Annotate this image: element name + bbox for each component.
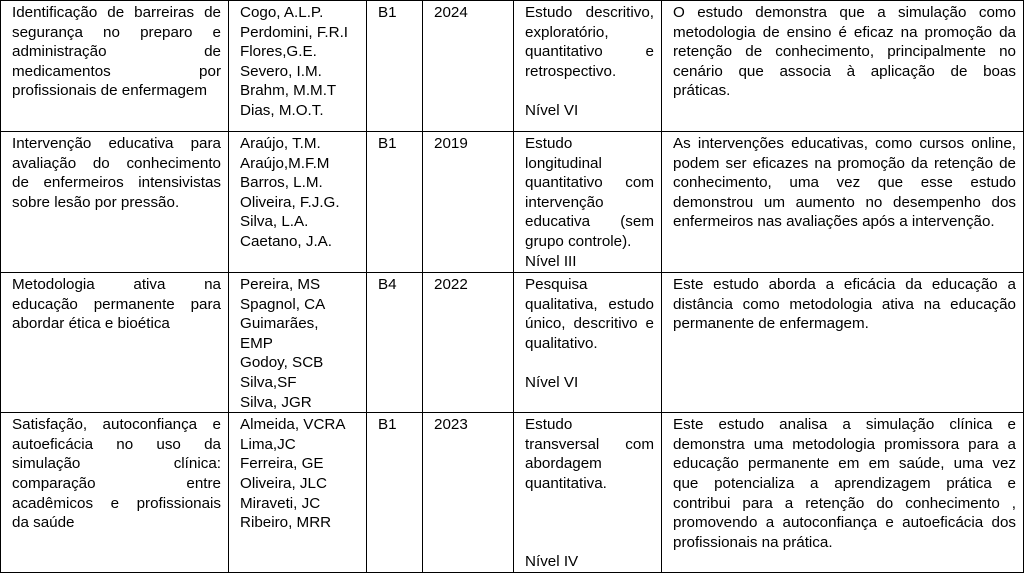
table-row — [1, 1, 1024, 132]
year-cell-text: 2022 — [434, 276, 468, 293]
authors-cell-line: Dias, M.O.T. — [240, 101, 324, 119]
qualis-cell-text: B4 — [378, 276, 397, 293]
authors-cell — [229, 132, 367, 273]
study-title-cell-line: acadêmicos e profissionais — [12, 494, 221, 512]
study-title-cell-line: Identificação de barreiras de — [12, 4, 221, 21]
year-cell — [423, 1, 514, 132]
method-cell-line: exploratório, — [525, 23, 609, 41]
authors-cell-line: Almeida, VCRA — [240, 416, 346, 434]
study-title-cell-line: da saúde — [12, 514, 75, 532]
method-cell-line: único, descritivo e — [525, 315, 654, 333]
spacer — [525, 353, 654, 373]
method-cell-line: quantitativo com — [525, 174, 654, 192]
spacer — [525, 81, 654, 101]
method-cell — [514, 132, 662, 273]
conclusion-cell-line: enfermeiros nas avaliações após a intervenção. — [673, 213, 995, 231]
authors-cell-line: EMP — [240, 334, 273, 352]
method-cell-line: Estudo — [525, 416, 573, 434]
study-title-cell-line: de enfermeiros intensivistas — [12, 174, 221, 192]
study-title-cell-line: profissionais de enfermagem — [12, 82, 208, 100]
study-title-cell-line: segurança no preparo e — [12, 23, 221, 41]
year-cell-text: 2019 — [434, 135, 468, 152]
conclusion-cell-line: que potencializa a aprendizagem prática e — [673, 474, 1016, 492]
method-cell-line: Pesquisa — [525, 276, 588, 293]
authors-cell-line: Araújo, T.M. — [240, 135, 321, 152]
qualis-cell-text: B1 — [378, 135, 397, 152]
study-title-cell — [1, 1, 229, 132]
conclusion-cell-line: educação permanente em em saúde, uma vez — [673, 455, 1016, 473]
evidence-level: Nível VI — [525, 373, 579, 391]
year-cell — [423, 413, 514, 573]
authors-cell-line: Miraveti, JC — [240, 494, 321, 512]
authors-cell-line: Barros, L.M. — [240, 174, 323, 192]
spacer — [525, 513, 654, 533]
conclusion-cell-line: cenário que associa à aplicação de boas — [673, 62, 1016, 80]
method-cell-line: longitudinal — [525, 154, 602, 172]
evidence-level: Nível III — [525, 252, 577, 270]
authors-cell-line: Oliveira, F.J.G. — [240, 193, 340, 211]
qualis-cell — [367, 273, 423, 413]
conclusion-cell-line: contribui para a retenção do conhecimento , — [673, 494, 1016, 512]
qualis-cell-text: B1 — [378, 416, 397, 434]
table-row — [1, 132, 1024, 273]
study-title-cell-line: avaliação do conhecimento — [12, 154, 221, 172]
study-title-cell-line: medicamentos por — [12, 62, 221, 80]
method-cell-line: Estudo descritivo, — [525, 4, 654, 21]
conclusion-cell-line: demonstra uma metodologia promissora para a — [673, 435, 1016, 453]
table-row — [1, 413, 1024, 573]
conclusion-cell-line: conhecimento, uma vez que esse estudo — [673, 174, 1016, 192]
authors-cell — [229, 413, 367, 573]
authors-cell-line: Cogo, A.L.P. — [240, 4, 324, 21]
study-title-cell-line: autoeficácia no uso da — [12, 435, 221, 453]
conclusion-cell — [662, 273, 1024, 413]
study-title-cell-line: simulação clínica: — [12, 455, 221, 473]
authors-cell-line: Godoy, SCB — [240, 354, 324, 372]
authors-cell-line: Ribeiro, MRR — [240, 514, 332, 532]
conclusion-cell-line: As intervenções educativas, como cursos online, — [673, 135, 1016, 152]
qualis-cell — [367, 413, 423, 573]
qualis-cell — [367, 1, 423, 132]
authors-cell-line: Severo, I.M. — [240, 62, 322, 80]
qualis-cell-text: B1 — [378, 4, 397, 21]
authors-cell-line: Spagnol, CA — [240, 295, 326, 313]
spacer — [525, 494, 654, 514]
authors-cell-line: Guimarães, — [240, 315, 319, 333]
table-body — [1, 1, 1024, 573]
study-title-cell-line: sobre lesão por pressão. — [12, 193, 180, 211]
year-cell-text: 2023 — [434, 416, 468, 434]
method-cell-line: quantitativa. — [525, 474, 607, 492]
method-cell-line: retrospectivo. — [525, 62, 617, 80]
study-title-cell-line: Satisfação, autoconfiança e — [12, 416, 221, 434]
conclusion-cell-line: distância como metodologia ativa na educação — [673, 295, 1016, 313]
method-cell — [514, 273, 662, 413]
authors-cell-line: Brahm, M.M.T — [240, 82, 337, 100]
method-cell — [514, 1, 662, 132]
conclusion-cell — [662, 413, 1024, 573]
authors-cell-line: Silva, JGR — [240, 393, 312, 411]
conclusion-cell — [662, 1, 1024, 132]
year-cell — [423, 132, 514, 273]
authors-cell — [229, 273, 367, 413]
method-cell-line: grupo controle). — [525, 232, 632, 250]
conclusion-cell-line: demonstrou um aumento no desempenho dos — [673, 193, 1016, 211]
study-title-cell — [1, 132, 229, 273]
conclusion-cell-line: podem ser eficazes na promoção da retenção de — [673, 154, 1016, 172]
study-title-cell-line: educação permanente para — [12, 295, 221, 313]
conclusion-cell-line: metodologia de ensino é eficaz na promoção da — [673, 23, 1016, 41]
study-title-cell-line: Metodologia ativa na — [12, 276, 221, 293]
method-cell-line: abordagem — [525, 455, 602, 473]
study-title-cell — [1, 413, 229, 573]
method-cell — [514, 413, 662, 573]
method-cell-line: qualitativa, estudo — [525, 295, 654, 313]
method-cell-line: intervenção — [525, 193, 604, 211]
authors-cell-line: Lima,JC — [240, 435, 296, 453]
conclusion-cell-line: retenção de conhecimento, principalmente no — [673, 43, 1016, 61]
authors-cell-line: Caetano, J.A. — [240, 232, 333, 250]
qualis-cell — [367, 132, 423, 273]
method-cell-line: qualitativo. — [525, 334, 598, 352]
study-title-cell-line: comparação entre — [12, 474, 221, 492]
authors-cell-line: Flores,G.E. — [240, 43, 317, 61]
study-title-cell-line: administração de — [12, 43, 221, 61]
conclusion-cell-line: Este estudo aborda a eficácia da educação a — [673, 276, 1016, 293]
year-cell — [423, 273, 514, 413]
conclusion-cell — [662, 132, 1024, 273]
study-title-cell-line: abordar ética e bioética — [12, 315, 170, 333]
conclusion-cell-line: promovendo a autoconfiança e autoeficácia dos — [673, 514, 1016, 532]
authors-cell-line: Silva,SF — [240, 373, 297, 391]
study-title-cell-line: Intervenção educativa para — [12, 135, 221, 152]
conclusion-cell-line: permanente de enfermagem. — [673, 315, 869, 333]
authors-cell-line: Silva, L.A. — [240, 213, 309, 231]
authors-cell-line: Araújo,M.F.M — [240, 154, 330, 172]
spacer — [525, 533, 654, 553]
conclusion-cell-line: Este estudo analisa a simulação clínica e — [673, 416, 1016, 434]
study-title-cell — [1, 273, 229, 413]
method-cell-line: educativa (sem — [525, 213, 654, 231]
authors-cell-line: Pereira, MS — [240, 276, 321, 293]
evidence-level: Nível IV — [525, 553, 579, 571]
authors-cell-line: Ferreira, GE — [240, 455, 324, 473]
conclusion-cell-line: práticas. — [673, 82, 731, 100]
method-cell-line: quantitativo e — [525, 43, 654, 61]
method-cell-line: Estudo — [525, 135, 573, 152]
conclusion-cell-line: profissionais na prática. — [673, 533, 833, 551]
conclusion-cell-line: O estudo demonstra que a simulação como — [673, 4, 1016, 21]
method-cell-line: transversal com — [525, 435, 654, 453]
authors-cell-line: Perdomini, F.R.I — [240, 23, 349, 41]
table-row — [1, 273, 1024, 413]
year-cell-text: 2024 — [434, 4, 468, 21]
authors-cell — [229, 1, 367, 132]
authors-cell-line: Oliveira, JLC — [240, 474, 327, 492]
evidence-level: Nível VI — [525, 101, 579, 119]
